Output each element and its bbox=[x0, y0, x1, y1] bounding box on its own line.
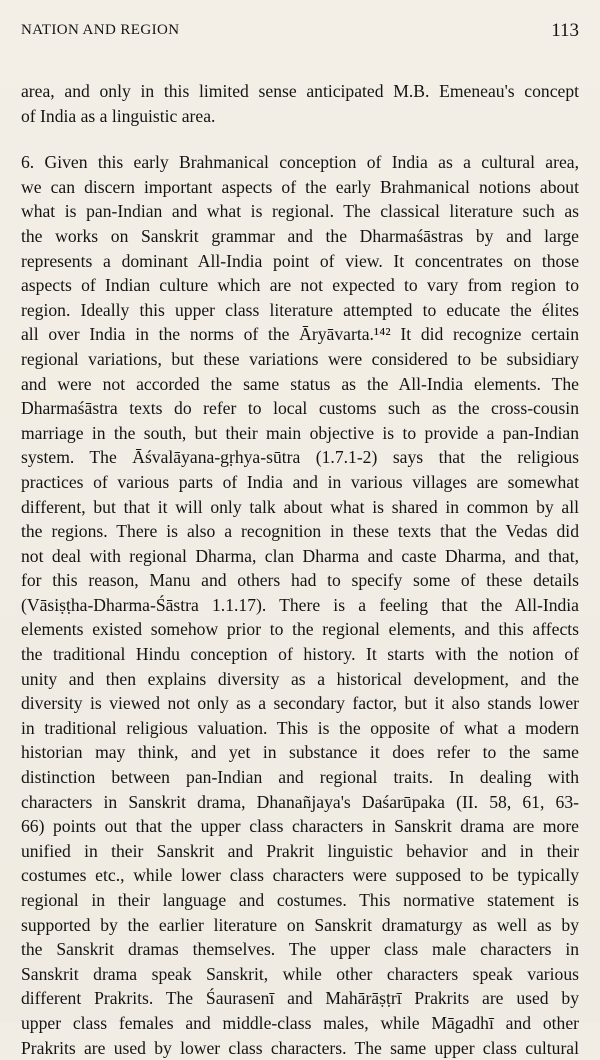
text-line: Sanskrit drama speak Sanskrit, while other characters speak various bbox=[21, 963, 579, 984]
text-line: for this reason, Manu and others had to specify some of these details bbox=[21, 570, 579, 591]
text-line: (Vāsiṣṭha-Dharma-Śāstra 1.1.17). There is a feeling that the All-India bbox=[21, 594, 579, 615]
text-line: regional variations, but these variations were considered to be subsidiary bbox=[21, 348, 579, 369]
text-line: represents a dominant All-India point of view. It concentrates on those bbox=[21, 250, 579, 271]
text-line: not deal with regional Dharma, clan Dharma and caste Dharma, and that, bbox=[21, 545, 579, 566]
text-line: marriage in the south, but their main objective is to provide a pan-Indian bbox=[21, 422, 579, 443]
text-line: characters in Sanskrit drama, Dhanañjaya's Daśarūpaka (II. 58, 61, 63- bbox=[21, 791, 579, 812]
text-line: aspects of Indian culture which are not expected to vary from region to bbox=[21, 275, 579, 296]
text-line: area, and only in this limited sense anticipated M.B. Emeneau's concept bbox=[21, 81, 579, 101]
text-line: the Sanskrit dramas themselves. The upper class male characters in bbox=[21, 939, 579, 960]
text-line: diversity is viewed not only as a secondary factor, but it also stands lower bbox=[21, 693, 579, 714]
text-line: system. The Āśvalāyana-gṛhya-sūtra (1.7.1-2) says that the religious bbox=[21, 447, 579, 468]
page-number: 113 bbox=[551, 20, 579, 41]
text-line: the regions. There is also a recognition in these texts that the Vedas did bbox=[21, 521, 579, 542]
text-line: 66) points out that the upper class characters in Sanskrit drama are more bbox=[21, 816, 579, 837]
text-line: elements existed somehow prior to the regional elements, and this affects bbox=[21, 619, 579, 640]
text-line: the traditional Hindu conception of history. It starts with the notion of bbox=[21, 644, 579, 665]
text-line: in traditional religious valuation. This is the opposite of what a modern bbox=[21, 717, 579, 738]
text-line: upper class females and middle-class males, while Māgadhī and other bbox=[21, 1012, 579, 1033]
text-line: 6. Given this early Brahmanical conception of India as a cultural area, bbox=[21, 152, 579, 173]
text-line: and were not accorded the same status as the All-India elements. The bbox=[21, 373, 579, 394]
text-line: region. Ideally this upper class literature attempted to educate the élites bbox=[21, 299, 579, 320]
text-line: what is pan-Indian and what is regional. The classical literature such as bbox=[21, 201, 579, 222]
text-line: the works on Sanskrit grammar and the Dharmaśāstras by and large bbox=[21, 225, 579, 246]
text-line: historian may think, and yet in substance it does refer to the same bbox=[21, 742, 579, 763]
page-header bbox=[21, 20, 579, 52]
text-line: of India as a linguistic area. bbox=[21, 105, 216, 126]
text-line: unified in their Sanskrit and Prakrit linguistic behavior and in their bbox=[21, 840, 579, 861]
text-line: Prakrits are used by lower class characters. The same upper class cultural bbox=[21, 1037, 579, 1058]
text-line: supported by the earlier literature on Sanskrit dramaturgy as well as by bbox=[21, 914, 579, 935]
text-line: costumes etc., while lower class characters were supposed to be typically bbox=[21, 865, 579, 886]
paragraph-continuation bbox=[21, 79, 579, 128]
text-line: different, but that it will only talk about what is shared in common by all bbox=[21, 496, 579, 517]
running-head: NATION AND REGION bbox=[21, 22, 180, 38]
text-line: practices of various parts of India and in various villages are somewhat bbox=[21, 471, 579, 492]
text-line: unity and then explains diversity as a historical development, and the bbox=[21, 668, 579, 689]
text-line: Dharmaśāstra texts do refer to local customs such as the cross-cousin bbox=[21, 398, 579, 419]
text-line: distinction between pan-Indian and regional traits. In dealing with bbox=[21, 767, 579, 788]
text-line: different Prakrits. The Śaurasenī and Mahārāṣṭrī Prakrits are used by bbox=[21, 988, 579, 1009]
paragraph-section-6 bbox=[21, 150, 579, 1060]
text-line: regional in their language and costumes. This normative statement is bbox=[21, 890, 579, 910]
text-line: we can discern important aspects of the early Brahmanical notions about bbox=[21, 176, 579, 197]
text-line: all over India in the norms of the Āryāvarta.¹⁴² It did recognize certain bbox=[21, 324, 579, 345]
